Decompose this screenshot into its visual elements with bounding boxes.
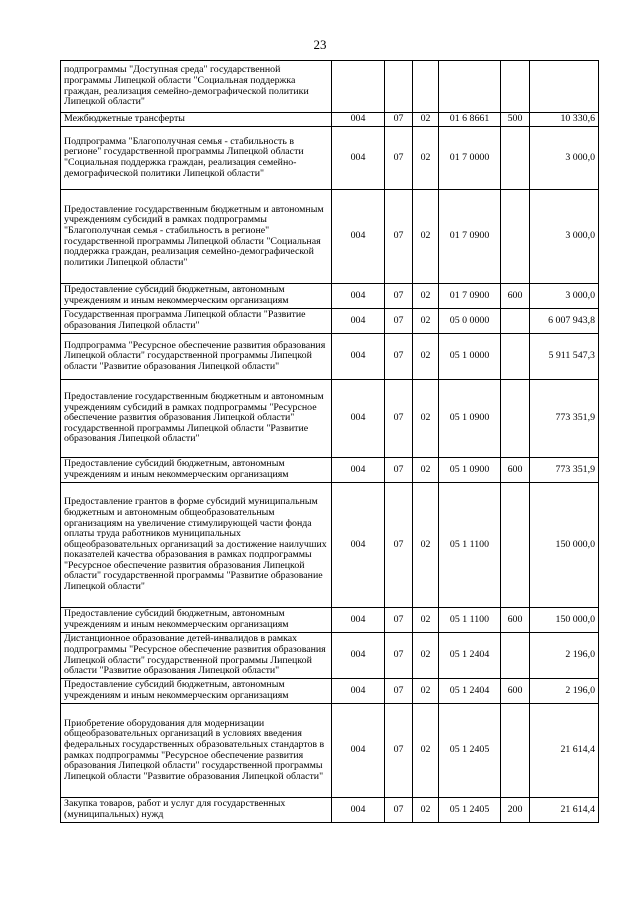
row-expense-type <box>501 190 530 284</box>
row-ved-code: 004 <box>332 608 385 633</box>
row-ved-code: 004 <box>332 284 385 309</box>
row-name: Предоставление субсидий бюджетным, автономным учреждениям и иным некоммерческим организациям <box>61 679 332 704</box>
row-ved-code <box>332 61 385 113</box>
table-row <box>61 704 599 798</box>
table-row <box>61 334 599 380</box>
row-section-code: 07 <box>385 798 413 823</box>
table-row <box>61 190 599 284</box>
row-section-code: 07 <box>385 284 413 309</box>
table-row <box>61 284 599 309</box>
page-number: 23 <box>313 37 327 52</box>
row-name: Подпрограмма "Благополучная семья - стабильность в регионе" государственной программы Липецкой области "Социальная поддержка граждан, реализация семейно-демографической политики Липецкой области" <box>61 127 332 190</box>
row-expense-type: 200 <box>501 798 530 823</box>
row-target-article <box>439 61 501 113</box>
row-amount: 773 351,9 <box>530 458 599 483</box>
row-expense-type <box>501 61 530 113</box>
row-target-article: 01 7 0900 <box>439 190 501 284</box>
table-row <box>61 458 599 483</box>
row-expense-type: 600 <box>501 679 530 704</box>
row-amount: 2 196,0 <box>530 679 599 704</box>
row-expense-type <box>501 483 530 608</box>
row-name: Подпрограмма "Ресурсное обеспечение развития образования Липецкой области" государственной программы Липецкой области "Развитие образования Липецкой области" <box>61 334 332 380</box>
row-target-article: 05 1 1100 <box>439 483 501 608</box>
row-amount <box>530 61 599 113</box>
row-amount: 2 196,0 <box>530 633 599 679</box>
row-name: Предоставление субсидий бюджетным, автономным учреждениям и иным некоммерческим организациям <box>61 284 332 309</box>
row-expense-type: 500 <box>501 113 530 127</box>
row-name: Дистанционное образование детей-инвалидов в рамках подпрограммы "Ресурсное обеспечение развития образования Липецкой области" государственной программы Липецкой области "Развитие образования Липецкой области" <box>61 633 332 679</box>
row-expense-type: 600 <box>501 458 530 483</box>
row-section-code: 07 <box>385 190 413 284</box>
row-name: Приобретение оборудования для модернизации общеобразовательных организаций в условиях введения федеральных государственных образовательных стандартов в рамках подпрограммы "Ресурсное обеспечение развития образования Липецкой области" государственной программы Липецкой области "Развитие образования Липецкой области" <box>61 704 332 798</box>
row-name: Государственная программа Липецкой области "Развитие образования Липецкой области" <box>61 309 332 334</box>
row-subsection-code: 02 <box>413 608 439 633</box>
row-name: Предоставление субсидий бюджетным, автономным учреждениям и иным некоммерческим организациям <box>61 458 332 483</box>
row-target-article: 05 1 2405 <box>439 798 501 823</box>
row-target-article: 01 6 8661 <box>439 113 501 127</box>
row-section-code <box>385 61 413 113</box>
row-expense-type <box>501 380 530 458</box>
row-ved-code: 004 <box>332 380 385 458</box>
row-amount: 3 000,0 <box>530 127 599 190</box>
row-expense-type <box>501 334 530 380</box>
row-amount: 150 000,0 <box>530 608 599 633</box>
row-subsection-code: 02 <box>413 483 439 608</box>
row-subsection-code: 02 <box>413 380 439 458</box>
row-expense-type: 600 <box>501 284 530 309</box>
row-expense-type <box>501 309 530 334</box>
row-amount: 773 351,9 <box>530 380 599 458</box>
row-expense-type: 600 <box>501 608 530 633</box>
row-target-article: 05 0 0000 <box>439 309 501 334</box>
budget-table <box>60 60 599 823</box>
table-row <box>61 309 599 334</box>
row-subsection-code: 02 <box>413 704 439 798</box>
row-target-article: 05 1 2404 <box>439 633 501 679</box>
row-ved-code: 004 <box>332 704 385 798</box>
row-ved-code: 004 <box>332 190 385 284</box>
table-row <box>61 380 599 458</box>
row-amount: 3 000,0 <box>530 190 599 284</box>
row-section-code: 07 <box>385 380 413 458</box>
row-subsection-code: 02 <box>413 113 439 127</box>
row-target-article: 05 1 2404 <box>439 679 501 704</box>
row-section-code: 07 <box>385 483 413 608</box>
row-name: Предоставление субсидий бюджетным, автономным учреждениям и иным некоммерческим организациям <box>61 608 332 633</box>
row-amount: 5 911 547,3 <box>530 334 599 380</box>
row-expense-type <box>501 704 530 798</box>
row-subsection-code: 02 <box>413 458 439 483</box>
row-amount: 21 614,4 <box>530 798 599 823</box>
table-row <box>61 679 599 704</box>
row-target-article: 01 7 0900 <box>439 284 501 309</box>
row-section-code: 07 <box>385 458 413 483</box>
row-amount: 150 000,0 <box>530 483 599 608</box>
row-subsection-code: 02 <box>413 334 439 380</box>
row-target-article: 05 1 2405 <box>439 704 501 798</box>
table-row <box>61 127 599 190</box>
row-amount: 10 330,6 <box>530 113 599 127</box>
row-amount: 6 007 943,8 <box>530 309 599 334</box>
row-target-article: 05 1 0900 <box>439 458 501 483</box>
row-subsection-code: 02 <box>413 284 439 309</box>
row-section-code: 07 <box>385 127 413 190</box>
row-ved-code: 004 <box>332 127 385 190</box>
row-name: Предоставление государственным бюджетным и автономным учреждениям субсидий в рамках подпрограммы "Благополучная семья - стабильность в регионе" государственной программы Липецкой области "Социальная поддержка граждан, реализация семейно-демографической политики Липецкой области" <box>61 190 332 284</box>
row-amount: 21 614,4 <box>530 704 599 798</box>
row-ved-code: 004 <box>332 458 385 483</box>
row-subsection-code: 02 <box>413 190 439 284</box>
row-ved-code: 004 <box>332 113 385 127</box>
row-subsection-code: 02 <box>413 127 439 190</box>
row-section-code: 07 <box>385 113 413 127</box>
row-expense-type <box>501 127 530 190</box>
table-row <box>61 608 599 633</box>
row-target-article: 05 1 0000 <box>439 334 501 380</box>
row-ved-code: 004 <box>332 334 385 380</box>
table-row <box>61 61 599 113</box>
row-expense-type <box>501 633 530 679</box>
table-body <box>61 61 599 823</box>
row-ved-code: 004 <box>332 483 385 608</box>
row-name: подпрограммы "Доступная среда" государственной программы Липецкой области "Социальная поддержка граждан, реализация семейно-демографической политики Липецкой области" <box>61 61 332 113</box>
row-section-code: 07 <box>385 608 413 633</box>
table-row <box>61 113 599 127</box>
row-subsection-code: 02 <box>413 633 439 679</box>
row-subsection-code: 02 <box>413 798 439 823</box>
row-subsection-code <box>413 61 439 113</box>
row-name: Предоставление государственным бюджетным и автономным учреждениям субсидий в рамках подпрограммы "Ресурсное обеспечение развития образования Липецкой области" государственной программы Липецкой области "Развитие образования Липецкой области" <box>61 380 332 458</box>
row-name: Предоставление грантов в форме субсидий муниципальным бюджетным и автономным общеобразовательным организациям на увеличение стимулирующей части фонда оплаты труда работников муниципальных общеобразовательных организаций за достижение наилучших показателей качества образования в рамках подпрограммы "Ресурсное обеспечение развития образования Липецкой области" государственной программы "Развитие образование Липецкой области" <box>61 483 332 608</box>
row-section-code: 07 <box>385 633 413 679</box>
row-amount: 3 000,0 <box>530 284 599 309</box>
row-name: Закупка товаров, работ и услуг для государственных (муниципальных) нужд <box>61 798 332 823</box>
row-name: Межбюджетные трансферты <box>61 113 332 127</box>
row-section-code: 07 <box>385 679 413 704</box>
row-target-article: 05 1 1100 <box>439 608 501 633</box>
row-ved-code: 004 <box>332 798 385 823</box>
table-row <box>61 633 599 679</box>
row-ved-code: 004 <box>332 633 385 679</box>
row-section-code: 07 <box>385 309 413 334</box>
row-subsection-code: 02 <box>413 679 439 704</box>
table-row <box>61 483 599 608</box>
row-ved-code: 004 <box>332 679 385 704</box>
row-ved-code: 004 <box>332 309 385 334</box>
row-section-code: 07 <box>385 704 413 798</box>
row-target-article: 01 7 0000 <box>439 127 501 190</box>
table-row <box>61 798 599 823</box>
row-target-article: 05 1 0900 <box>439 380 501 458</box>
row-section-code: 07 <box>385 334 413 380</box>
row-subsection-code: 02 <box>413 309 439 334</box>
